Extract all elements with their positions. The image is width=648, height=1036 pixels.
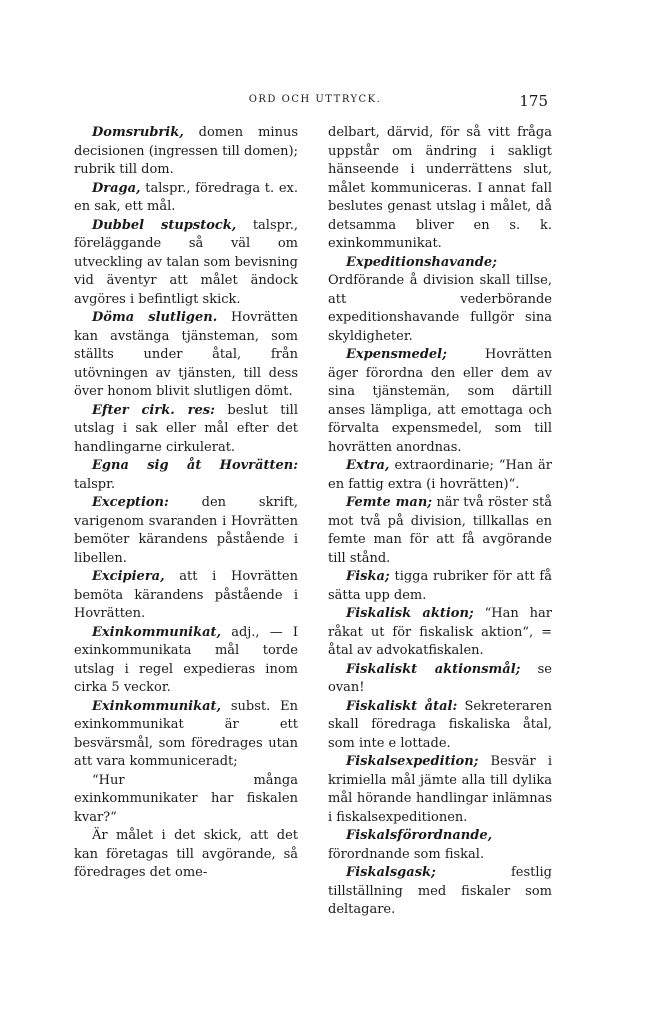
entry-term: Exinkommunikat, <box>92 698 222 714</box>
page-number: 175 <box>519 92 548 110</box>
text-columns <box>74 124 552 920</box>
entry-term: Egna sig åt Hovrätten: <box>92 458 298 473</box>
entry-term: Dubbel stupstock, <box>92 217 237 233</box>
entry-term: Fiskaliskt åtal: <box>346 698 458 714</box>
entry-femte-man <box>328 494 552 568</box>
entry-term: Domsrubrik, <box>92 125 184 140</box>
running-head: ORD OCH UTTRYCK. <box>248 94 382 105</box>
entry-dubbel-stupstock <box>74 217 298 310</box>
entry-term: Expensmedel; <box>346 347 447 362</box>
entry-term: Fiskaliskt aktionsmål; <box>346 661 521 677</box>
entry-efter-cirk-res <box>74 402 298 458</box>
entry-text: Hovrätten äger förordna den eller dem av sina tjänstemän, som därtill anses lämpliga, att emottaga och förvalta expensmedel, som till hovrätten anordnas. <box>328 347 552 455</box>
entry-text: talspr., föredraga t. ex. en sak, ett mål. <box>74 180 298 214</box>
entry-term: Fiskalsförordnande, <box>346 828 493 843</box>
entry-doma-slutligen <box>74 309 298 402</box>
page-header <box>82 92 548 114</box>
entry-extra <box>328 457 552 494</box>
entry-term: Extra, <box>346 458 390 473</box>
entry-term: Fiskalsexpedition; <box>346 754 479 769</box>
entry-term: Efter cirk. res: <box>92 402 215 418</box>
entry-text: den skrift, varigenom svaranden i Hovrätten bemöter kärandens påstående i libellen. <box>74 495 298 566</box>
left-column <box>74 124 298 920</box>
continuation-paragraph <box>328 124 552 254</box>
entry-fiska <box>328 568 552 605</box>
entry-text: Ordförande å division skall tillse, att vederbörande expeditionshavande fullgör sina skyldigheter. <box>328 273 552 344</box>
entry-term: Excipiera, <box>92 569 165 584</box>
entry-expeditionshavande <box>328 254 552 347</box>
entry-text: när två röster stå mot två på division, tillkallas en femte man för att få avgörande till stånd. <box>328 495 552 566</box>
entry-text: delbart, därvid, för så vitt fråga uppstår om ändring i sakligt hänseende i underrättens slut, målet kommuniceras. I annat fall beslutes genast utslag i målet, då detsamma bliver en s. k. exinkommunikat. <box>328 125 552 251</box>
entry-text: se ovan! <box>328 661 552 695</box>
entry-expensmedel <box>328 346 552 457</box>
continuation-line <box>74 827 298 883</box>
entry-fiskaliskt-atal <box>328 698 552 754</box>
entry-text: “Han har råkat ut för fiskalisk aktion“, = åtal av advokatfiskalen. <box>328 606 552 658</box>
entry-excipiera <box>74 568 298 624</box>
entry-text: Är målet i det skick, att det kan företagas till avgörande, så föredrages det ome- <box>74 828 298 880</box>
entry-fiskaliskt-aktionsmal <box>328 661 552 698</box>
entry-exinkommunikat-subst <box>74 698 298 772</box>
entry-text: subst. En exinkommunikat är ett besvärsmål, som föredrages utan att vara kommuniceradt; <box>74 698 298 769</box>
entry-text: “Hur många exinkommunikater har fiskalen kvar?“ <box>74 772 298 825</box>
entry-fiskalsgask <box>328 864 552 920</box>
entry-exception <box>74 494 298 568</box>
entry-domsrubrik <box>74 124 298 180</box>
entry-fiskalsexpedition <box>328 753 552 827</box>
entry-text: adj., — I exinkommunikata mål torde utslag i regel expedieras inom cirka 5 veckor. <box>74 624 298 695</box>
entry-term: Expeditionshavande; <box>346 254 497 270</box>
entry-term: Draga, <box>92 180 141 196</box>
entry-term: Exinkommunikat, <box>92 624 222 640</box>
entry-fiskalsforordnande <box>328 827 552 864</box>
entry-exinkommunikat-adj <box>74 624 298 698</box>
entry-term: Femte man; <box>346 495 433 510</box>
entry-text: talspr., föreläggande så väl om utveckling av talan som bevisning vid äventyr att målet ändock avgöres i befintligt skick. <box>74 217 299 307</box>
entry-text: beslut till utslag i sak eller mål efter det handlingarne cirkulerat. <box>74 402 298 455</box>
entry-term: Fiskalisk aktion; <box>346 606 474 621</box>
entry-text: extraordinarie; “Han är en fattig extra (i hovrätten)“. <box>328 458 552 492</box>
entry-term: Döma slutligen. <box>92 310 218 325</box>
entry-text: festlig tillställning med fiskaler som deltagare. <box>328 865 552 917</box>
entry-term: Exception: <box>92 495 169 510</box>
entry-draga <box>74 180 298 217</box>
right-column <box>328 124 552 920</box>
entry-text: Besvär i krimiella mål jämte alla till dylika mål hörande handlingar inlämnas i fiskalsexpeditionen. <box>328 754 552 825</box>
entry-term: Fiska; <box>346 569 390 584</box>
entry-term: Fiskalsgask; <box>346 865 436 880</box>
entry-text: tigga rubriker för att få sätta upp dem. <box>328 569 552 603</box>
entry-text: domen minus decisionen (ingressen till domen); rubrik till dom. <box>74 125 298 177</box>
entry-text: att i Hovrätten bemöta kärandens påstående i Hovrätten. <box>74 569 298 621</box>
entry-text: talspr. <box>74 476 116 492</box>
entry-text: Hovrätten kan avstänga tjänsteman, som ställts under åtal, från utövningen av tjänsten, till dess över honom blivit slutligen dömt. <box>74 310 299 399</box>
entry-egna-sig <box>74 457 298 494</box>
entry-text: förordnande som fiskal. <box>328 846 485 862</box>
quote-line <box>74 772 298 828</box>
entry-fiskalisk-aktion <box>328 605 552 661</box>
entry-text: Sekreteraren skall föredraga fiskaliska åtal, som inte e lottade. <box>328 698 552 751</box>
